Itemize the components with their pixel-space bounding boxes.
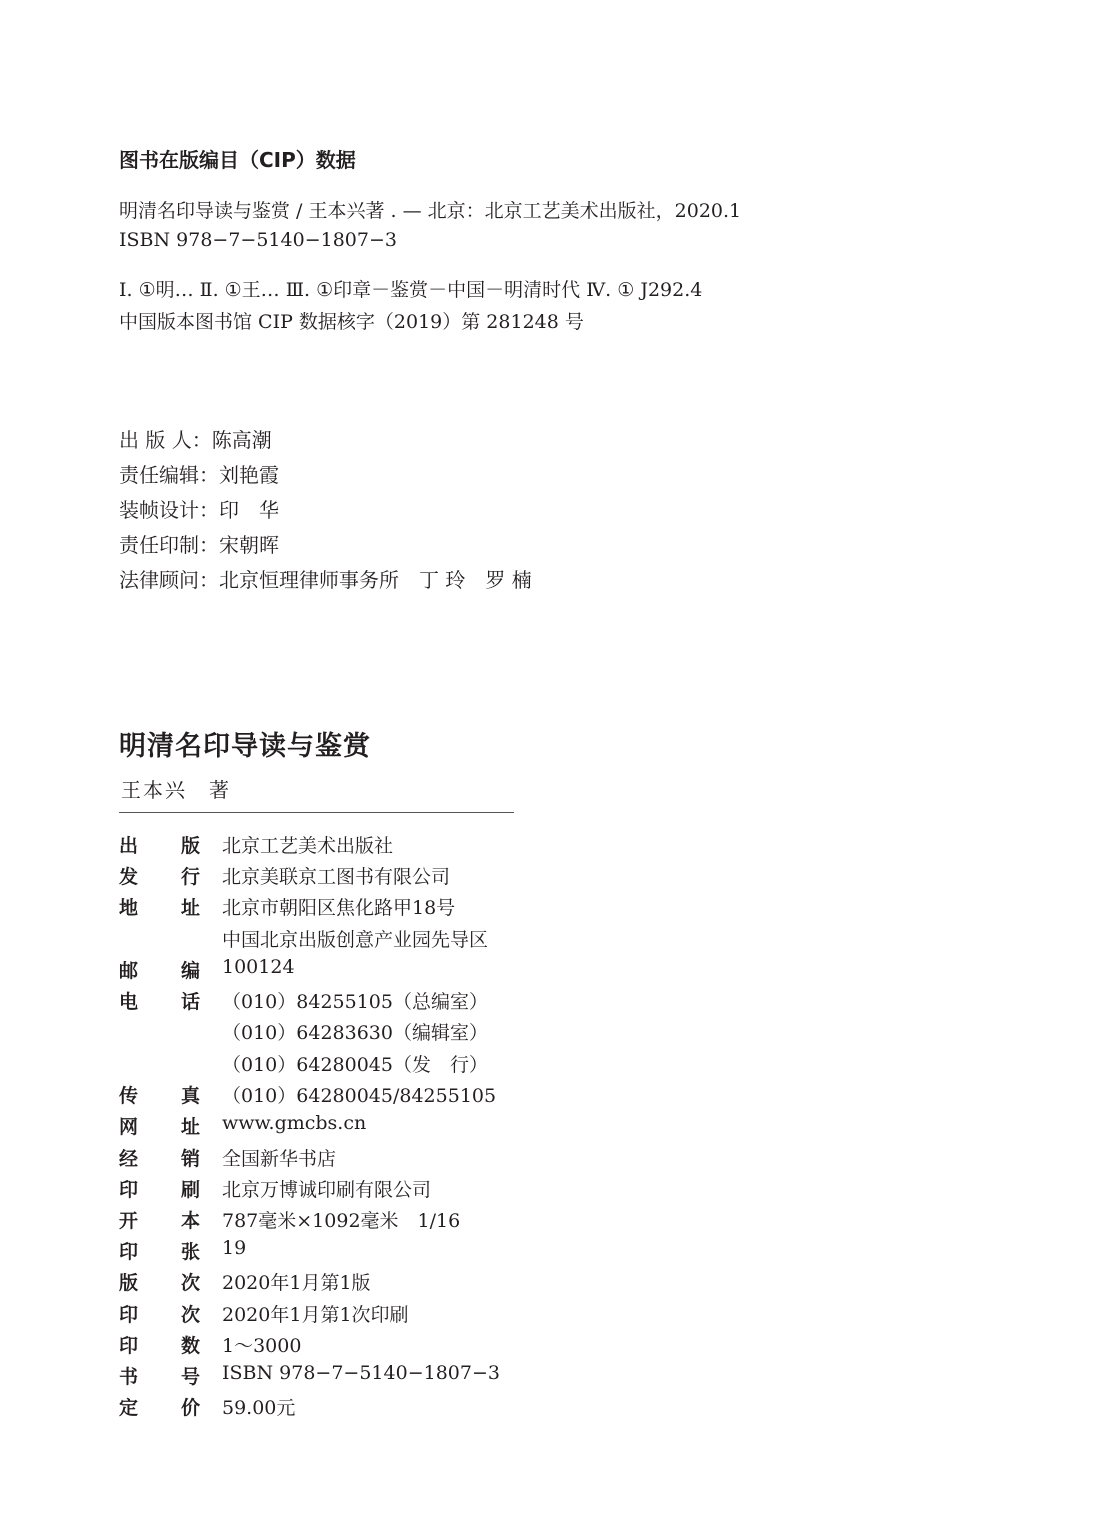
info-value: 北京市朝阳区焦化路甲18号 bbox=[222, 897, 456, 919]
staff-label: 出 版 人： bbox=[119, 428, 212, 452]
info-value: 19 bbox=[222, 1237, 247, 1259]
info-key: 真 bbox=[181, 1085, 201, 1107]
info-value: 2020年1月第1版 bbox=[222, 1272, 371, 1294]
info-key: 发 bbox=[119, 866, 139, 888]
info-key: 本 bbox=[181, 1210, 201, 1232]
info-key: 次 bbox=[181, 1304, 201, 1326]
info-key: 印 bbox=[119, 1241, 139, 1263]
info-key: 刷 bbox=[181, 1179, 201, 1201]
info-key: 书 bbox=[119, 1366, 139, 1388]
info-key: 地 bbox=[119, 897, 139, 919]
info-key: 话 bbox=[181, 991, 201, 1013]
info-key: 定 bbox=[119, 1397, 139, 1419]
info-value: 59.00元 bbox=[222, 1397, 296, 1419]
info-value: （010）64280045/84255105 bbox=[222, 1085, 497, 1107]
staff-label: 责任印制： bbox=[119, 533, 219, 557]
info-key: 址 bbox=[181, 1116, 201, 1138]
info-value: （010）84255105（总编室） bbox=[222, 991, 488, 1013]
info-value: 全国新华书店 bbox=[222, 1148, 337, 1170]
info-key: 版 bbox=[119, 1272, 139, 1294]
info-key: 数 bbox=[181, 1335, 201, 1357]
info-value: 北京美联京工图书有限公司 bbox=[222, 866, 451, 888]
info-key: 编 bbox=[181, 960, 201, 982]
staff-row-designer bbox=[119, 494, 279, 523]
info-value: 100124 bbox=[222, 956, 295, 978]
info-key: 网 bbox=[119, 1116, 139, 1138]
cip-line-classification: Ⅰ. ①明… Ⅱ. ①王… Ⅲ. ①印章－鉴赏－中国－明清时代 Ⅳ. ① J292.4 bbox=[119, 279, 703, 301]
info-key: 次 bbox=[181, 1272, 201, 1294]
info-key: 张 bbox=[181, 1241, 201, 1263]
book-title: 明清名印导读与鉴赏 bbox=[119, 731, 371, 762]
info-key: 址 bbox=[181, 897, 201, 919]
info-value: （010）64280045（发 行） bbox=[222, 1054, 488, 1076]
info-key: 行 bbox=[181, 866, 201, 888]
staff-row-publisher bbox=[119, 424, 272, 453]
info-key: 开 bbox=[119, 1210, 139, 1232]
cip-line-isbn: ISBN 978−7−5140−1807−3 bbox=[119, 229, 397, 251]
staff-label: 法律顾问： bbox=[119, 568, 219, 592]
info-key: 电 bbox=[119, 991, 139, 1013]
staff-label: 装帧设计： bbox=[119, 498, 219, 522]
staff-label: 责任编辑： bbox=[119, 463, 219, 487]
cip-heading: 图书在版编目（CIP）数据 bbox=[119, 148, 356, 172]
info-value: www.gmcbs.cn bbox=[222, 1112, 367, 1134]
info-key: 印 bbox=[119, 1179, 139, 1201]
staff-value: 宋朝晖 bbox=[219, 533, 279, 557]
cip-line-record: 中国版本图书馆 CIP 数据核字（2019）第 281248 号 bbox=[119, 311, 584, 333]
info-key: 号 bbox=[181, 1366, 201, 1388]
info-value: 787毫米×1092毫米 1/16 bbox=[222, 1210, 461, 1232]
info-key: 版 bbox=[181, 835, 201, 857]
divider bbox=[119, 812, 514, 813]
staff-row-legal bbox=[119, 564, 532, 593]
info-key: 经 bbox=[119, 1148, 139, 1170]
info-value: （010）64283630（编辑室） bbox=[222, 1022, 488, 1044]
cip-line-title: 明清名印导读与鉴赏 / 王本兴著 . — 北京：北京工艺美术出版社，2020.1 bbox=[119, 200, 742, 222]
info-key: 印 bbox=[119, 1304, 139, 1326]
staff-value: 陈高潮 bbox=[211, 428, 272, 452]
staff-value: 刘艳霞 bbox=[219, 463, 279, 487]
staff-value: 北京恒理律师事务所 丁 玲 罗 楠 bbox=[219, 568, 532, 592]
info-key: 销 bbox=[181, 1148, 201, 1170]
staff-row-printing bbox=[119, 529, 279, 558]
info-key: 出 bbox=[119, 835, 139, 857]
info-value: 北京万博诚印刷有限公司 bbox=[222, 1179, 432, 1201]
info-key: 邮 bbox=[119, 960, 139, 982]
info-value: 1～3000 bbox=[222, 1335, 302, 1357]
book-author: 王本兴 著 bbox=[121, 778, 231, 802]
info-key: 价 bbox=[181, 1397, 201, 1419]
info-key: 印 bbox=[119, 1335, 139, 1357]
staff-value: 印 华 bbox=[219, 498, 279, 522]
info-value: 北京工艺美术出版社 bbox=[222, 835, 394, 857]
info-value: 2020年1月第1次印刷 bbox=[222, 1304, 409, 1326]
info-value: 中国北京出版创意产业园先导区 bbox=[222, 929, 489, 951]
info-value: ISBN 978−7−5140−1807−3 bbox=[222, 1362, 500, 1384]
info-key: 传 bbox=[119, 1085, 139, 1107]
staff-row-editor bbox=[119, 459, 279, 488]
